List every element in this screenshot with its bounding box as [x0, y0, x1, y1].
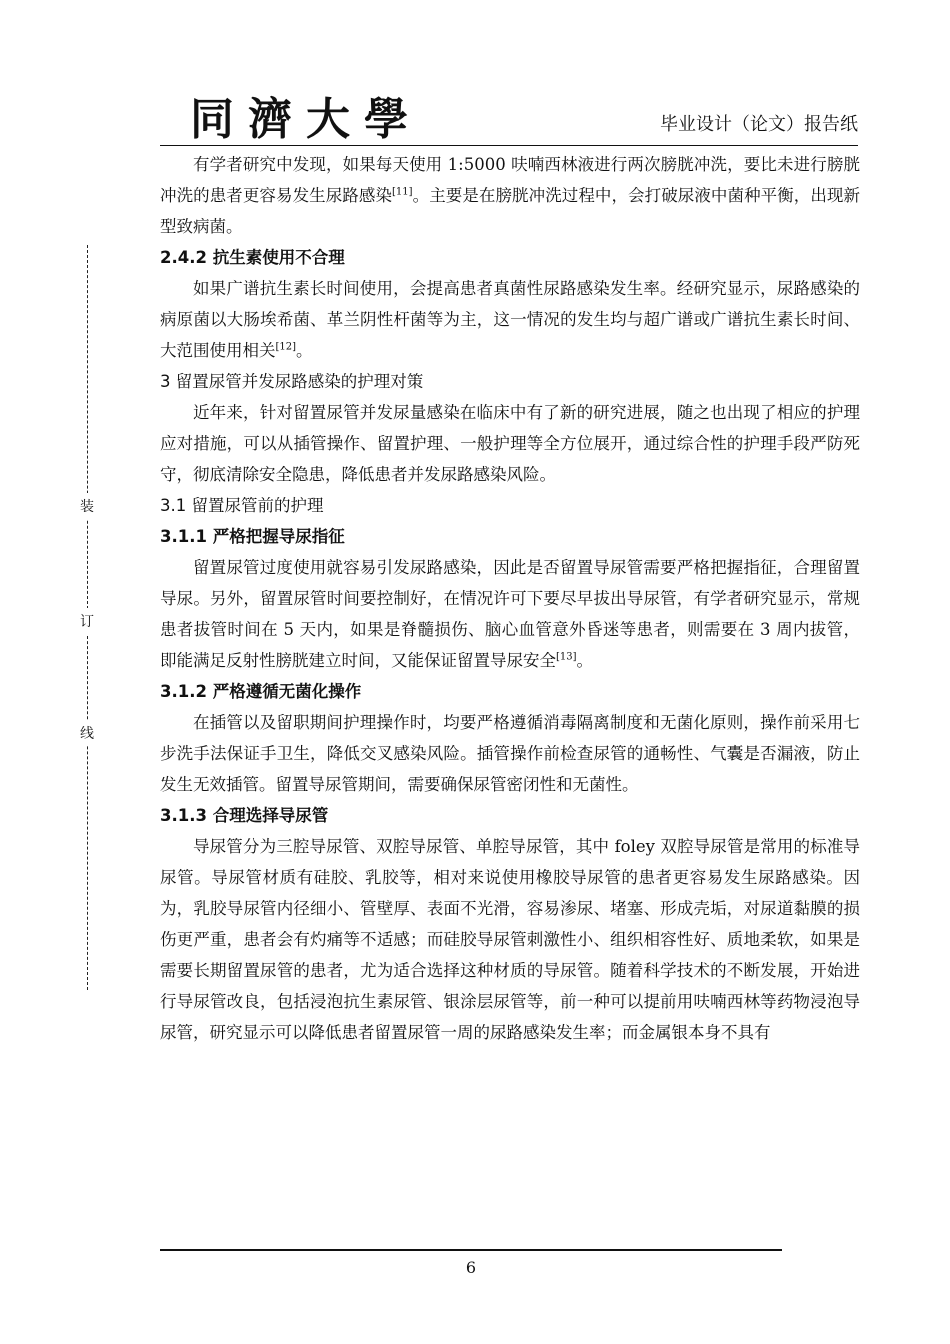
body-paragraph — [160, 707, 860, 800]
body-paragraph — [160, 397, 860, 490]
section-heading: 3.1.2 严格遵循无菌化操作 — [160, 682, 362, 701]
paragraph-text: 留置尿管过度使用就容易引发尿路感染，因此是否留置导尿管需要严格把握指征，合理留置导尿。另外，留置尿管时间要控制好，在情况许可下要尽早拔出导尿管，有学者研究显示，常规患者拔管时间在 5 天内，如果是脊髓损伤、脑心血管意外昏迷等患者，则需要在 3 周内拔管，即能满足反射性膀胱建立时间，又能保证留置导尿安全 — [160, 558, 860, 670]
section-heading: 3 留置尿管并发尿路感染的护理对策 — [160, 372, 424, 391]
paragraph-text: 在插管以及留职期间护理操作时，均要严格遵循消毒隔离制度和无菌化原则，操作前采用七步洗手法保证手卫生，降低交叉感染风险。插管操作前检查尿管的通畅性、气囊是否漏液，防止发生无效插管。留置导尿管期间，需要确保尿管密闭性和无菌性。 — [160, 713, 860, 794]
page-number: 6 — [465, 1258, 477, 1277]
university-logo: 同濟大學 — [190, 94, 422, 145]
footer-rule — [160, 1249, 782, 1251]
section-heading: 2.4.2 抗生素使用不合理 — [160, 248, 345, 267]
binding-char: 线 — [80, 720, 94, 746]
paragraph-tail: 。主要是在膀胱冲洗过程中，会打破尿液中菌种平衡，出现新型致病菌。 — [160, 186, 861, 236]
binding-char: 装 — [80, 493, 94, 519]
section-heading: 3.1 留置尿管前的护理 — [160, 496, 324, 515]
paragraph-tail: 。 — [576, 651, 594, 670]
citation-ref: [12] — [275, 341, 297, 353]
page-body — [160, 149, 860, 1048]
doc-type-label: 毕业设计（论文）报告纸 — [660, 114, 858, 135]
section-heading: 3.1.1 严格把握导尿指征 — [160, 527, 345, 546]
citation-ref: [13] — [556, 651, 577, 663]
paragraph-text: 近年来，针对留置尿管并发尿量感染在临床中有了新的研究进展，随之也出现了相应的护理应对措施，可以从插管操作、留置护理、一般护理等全方位展开，通过综合性的护理手段严防死守，彻底清除安全隐患，降低患者并发尿路感染风险。 — [160, 403, 860, 484]
paragraph-text: 有学者研究中发现，如果每天使用 1:5000 呋喃西林液进行两次膀胱冲洗，要比未进行膀胱冲洗的患者更容易发生尿路感染 — [160, 155, 860, 205]
header-rule — [160, 145, 858, 146]
body-paragraph — [160, 552, 860, 676]
paragraph-text: 如果广谱抗生素长时间使用，会提高患者真菌性尿路感染发生率。经研究显示，尿路感染的病原菌以大肠埃希菌、革兰阴性杆菌等为主，这一情况的发生均与超广谱或广谱抗生素长时间、大范围使用相关 — [160, 279, 860, 360]
binding-char: 订 — [80, 608, 94, 634]
paragraph-tail: 。 — [296, 341, 313, 360]
body-paragraph — [160, 831, 860, 1048]
citation-ref: [11] — [392, 186, 413, 198]
body-paragraph — [160, 273, 860, 366]
section-heading: 3.1.3 合理选择导尿管 — [160, 806, 329, 825]
paragraph-text: 导尿管分为三腔导尿管、双腔导尿管、单腔导尿管，其中 foley 双腔导尿管是常用的标准导尿管。导尿管材质有硅胶、乳胶等，相对来说使用橡胶导尿管的患者更容易发生尿路感染。因为，乳胶导尿管内径细小、管壁厚、表面不光滑，容易渗尿、堵塞、形成壳垢，对尿道黏膜的损伤更严重，患者会有灼痛等不适感；而硅胶导尿管刺激性小、组织相容性好、质地柔软，如果是需要长期留置尿管的患者，尤为适合选择这种材质的导尿管。随着科学技术的不断发展，开始进行导尿管改良，包括浸泡抗生素尿管、银涂层尿管等，前一种可以提前用呋喃西林等药物浸泡导尿管，研究显示可以降低患者留置尿管一周的尿路感染发生率；而金属银本身不具有 — [160, 837, 860, 1042]
body-paragraph — [160, 149, 860, 242]
